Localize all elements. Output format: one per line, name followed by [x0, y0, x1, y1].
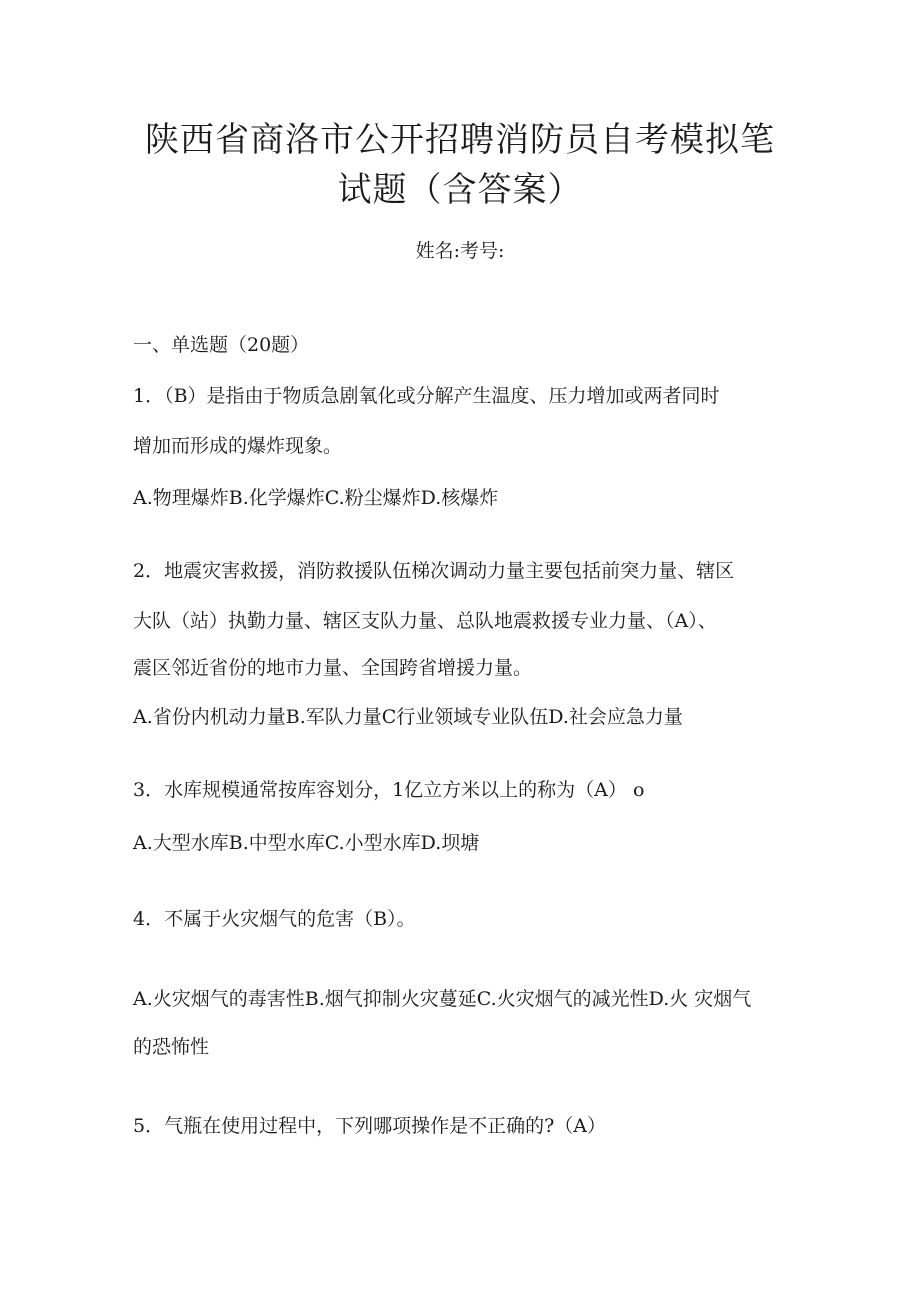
question-1-text-line-2: 增加而形成的爆炸现象。	[133, 435, 343, 457]
candidate-info: 姓名:考号:	[415, 240, 505, 262]
question-1-options: A.物理爆炸B.化学爆炸C.粉尘爆炸D.核爆炸	[133, 487, 499, 509]
question-2-text-line-3: 震区邻近省份的地市力量、全国跨省增援力量。	[133, 657, 533, 679]
document-title-line-2: 试题（含答案）	[337, 170, 583, 210]
question-2-options: A.省份内机动力量B.军队力量C行业领域专业队伍D.社会应急力量	[133, 706, 683, 728]
question-2-text-line-2: 大队（站）执勤力量、辖区支队力量、总队地震救援专业力量、（A）、	[133, 610, 717, 632]
question-4-text-line-1: 4．不属于火灾烟气的危害（B）。	[133, 908, 416, 930]
question-2-text-line-1: 2．地震灾害救援，消防救援队伍梯次调动力量主要包括前突力量、辖区	[133, 560, 735, 582]
question-5-text-line-1: 5．气瓶在使用过程中，下列哪项操作是不正确的?（A）	[133, 1115, 606, 1137]
document-title-line-1: 陕西省商洛市公开招聘消防员自考模拟笔	[145, 120, 775, 160]
question-3-text-line-1: 3．水库规模通常按库容划分，1亿立方米以上的称为（A） o	[133, 779, 645, 801]
question-1-text-line-1: 1．（B）是指由于物质急剧氧化或分解产生温度、压力增加或两者同时	[133, 385, 720, 407]
question-4-options-line-1: A.火灾烟气的毒害性B.烟气抑制火灾蔓延C.火灾烟气的减光性D.火 灾烟气	[133, 988, 752, 1010]
question-4-options-line-2: 的恐怖性	[133, 1036, 210, 1058]
question-3-options: A.大型水库B.中型水库C.小型水库D.坝塘	[133, 832, 480, 854]
section-heading: 一、单选题（20题）	[133, 334, 310, 356]
